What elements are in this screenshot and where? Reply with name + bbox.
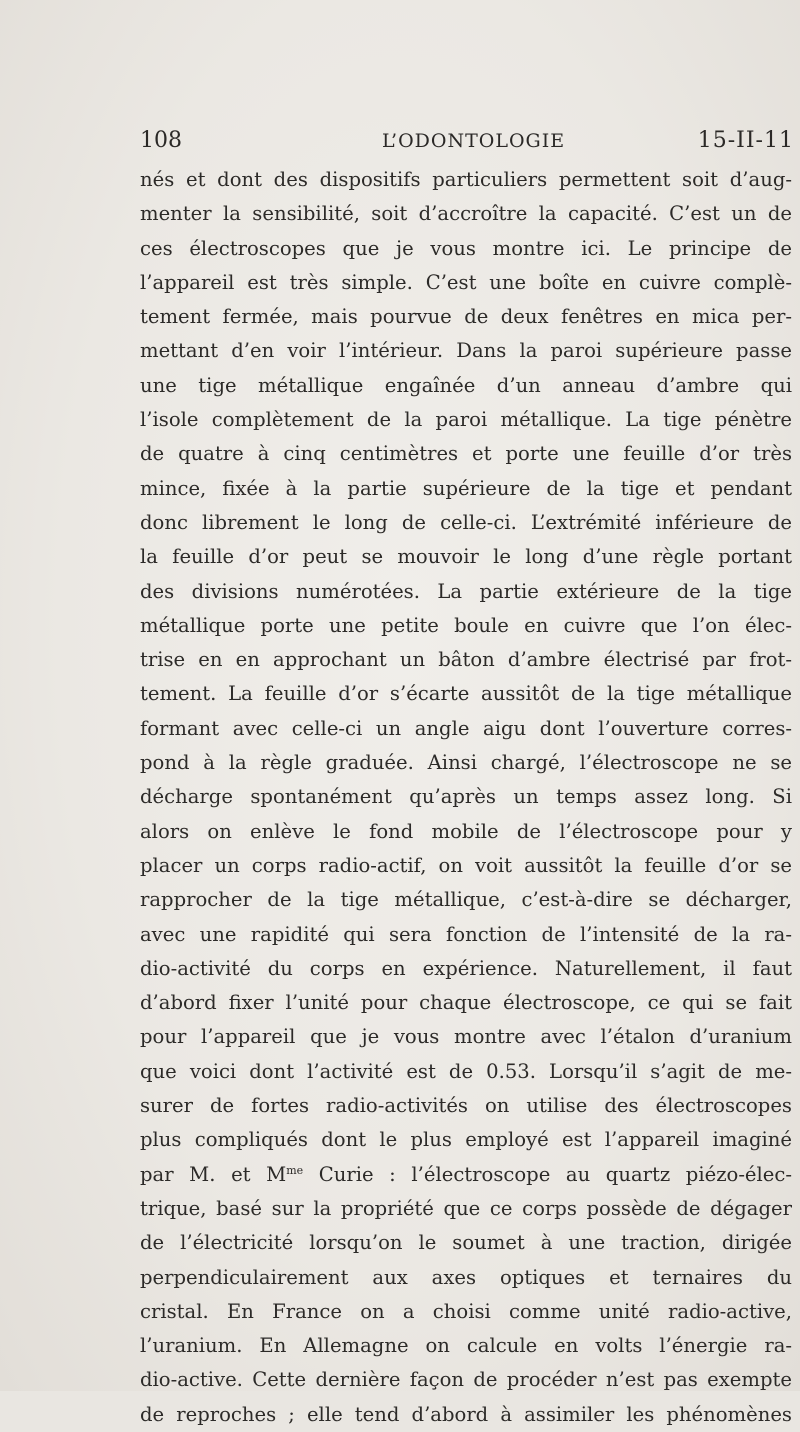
text-line: plus compliqués dont le plus employé est l’appareil imaginé (140, 1128, 792, 1152)
text-line: formant avec celle-ci un angle aigu dont l’ouverture corres- (140, 716, 792, 740)
text-line: pond à la règle graduée. Ainsi chargé, l’électroscope ne se (140, 751, 792, 775)
text-segment: Curie : l’électroscope au quartz piézo-élec- (303, 1162, 792, 1186)
text-line: nés et dont des dispositifs particuliers permettent soit d’aug- (140, 168, 792, 191)
text-line: tement. La feuille d’or s’écarte aussitôt de la tige métallique (140, 682, 792, 706)
body-text (140, 163, 792, 1432)
text-line: que voici dont l’activité est de 0.53. Lorsqu’il s’agit de me- (140, 1059, 792, 1083)
text-line: donc librement le long de celle-ci. L’extrémité inférieure de (140, 510, 792, 534)
journal-title: L’ODONTOLOGIE (382, 130, 566, 152)
issue-date: 15-II-11 (697, 128, 794, 153)
text-line: trique, basé sur la propriété que ce corps possède de dégager (140, 1196, 792, 1220)
text-line: tement fermée, mais pourvue de deux fenêtres en mica per- (140, 305, 792, 329)
text-line: dio-activité du corps en expérience. Naturellement, il faut (140, 956, 792, 980)
text-line: mince, fixée à la partie supérieure de la tige et pendant (140, 476, 792, 500)
text-line: l’appareil est très simple. C’est une boîte en cuivre complè- (140, 270, 792, 294)
text-line: des divisions numérotées. La partie extérieure de la tige (140, 579, 792, 603)
text-line: placer un corps radio-actif, on voit aussitôt la feuille d’or se (140, 853, 792, 877)
text-line: perpendiculairement aux axes optiques et ternaires du (140, 1265, 792, 1289)
text-line: la feuille d’or peut se mouvoir le long d’une règle portant (140, 545, 792, 569)
text-segment: par M. et M (140, 1162, 287, 1186)
text-line: décharge spontanément qu’après un temps assez long. Si (140, 785, 792, 809)
superscript-me: me (286, 1163, 304, 1177)
text-line: l’uranium. En Allemagne on calcule en volts l’énergie ra- (140, 1334, 792, 1358)
text-line: de quatre à cinq centimètres et porte une feuille d’or très (140, 442, 792, 466)
text-line: de reproches ; elle tend d’abord à assimiler les phénomènes (140, 1402, 792, 1426)
text-line: ces électroscopes que je vous montre ici. Le principe de (140, 236, 792, 260)
page-number: 108 (140, 128, 182, 153)
text-line: surer de fortes radio-activités on utilise des électroscopes (140, 1094, 792, 1118)
text-line: alors on enlève le fond mobile de l’électroscope pour y (140, 819, 792, 843)
text-line-curie (140, 1158, 792, 1192)
text-line: menter la sensibilité, soit d’accroître la capacité. C’est un de (140, 202, 792, 226)
text-line: une tige métallique engaînée d’un anneau d’ambre qui (140, 373, 792, 397)
text-line: rapprocher de la tige métallique, c’est-à-dire se décharger, (140, 888, 792, 912)
text-line: avec une rapidité qui sera fonction de l’intensité de la ra- (140, 922, 792, 946)
text-line: de l’électricité lorsqu’on le soumet à une traction, dirigée (140, 1231, 792, 1255)
running-header (140, 128, 794, 158)
text-line: pour l’appareil que je vous montre avec l’étalon d’uranium (140, 1025, 792, 1049)
text-line: mettant d’en voir l’intérieur. Dans la paroi supérieure passe (140, 339, 792, 363)
text-line: cristal. En France on a choisi comme unité radio-active, (140, 1299, 792, 1323)
text-line: dio-active. Cette dernière façon de procéder n’est pas exempte (140, 1368, 792, 1392)
text-line: l’isole complètement de la paroi métallique. La tige pénètre (140, 408, 792, 432)
text-line: d’abord fixer l’unité pour chaque électroscope, ce qui se fait (140, 991, 792, 1015)
text-line: trise en en approchant un bâton d’ambre électrisé par frot- (140, 648, 792, 672)
text-line: métallique porte une petite boule en cuivre que l’on élec- (140, 613, 792, 637)
